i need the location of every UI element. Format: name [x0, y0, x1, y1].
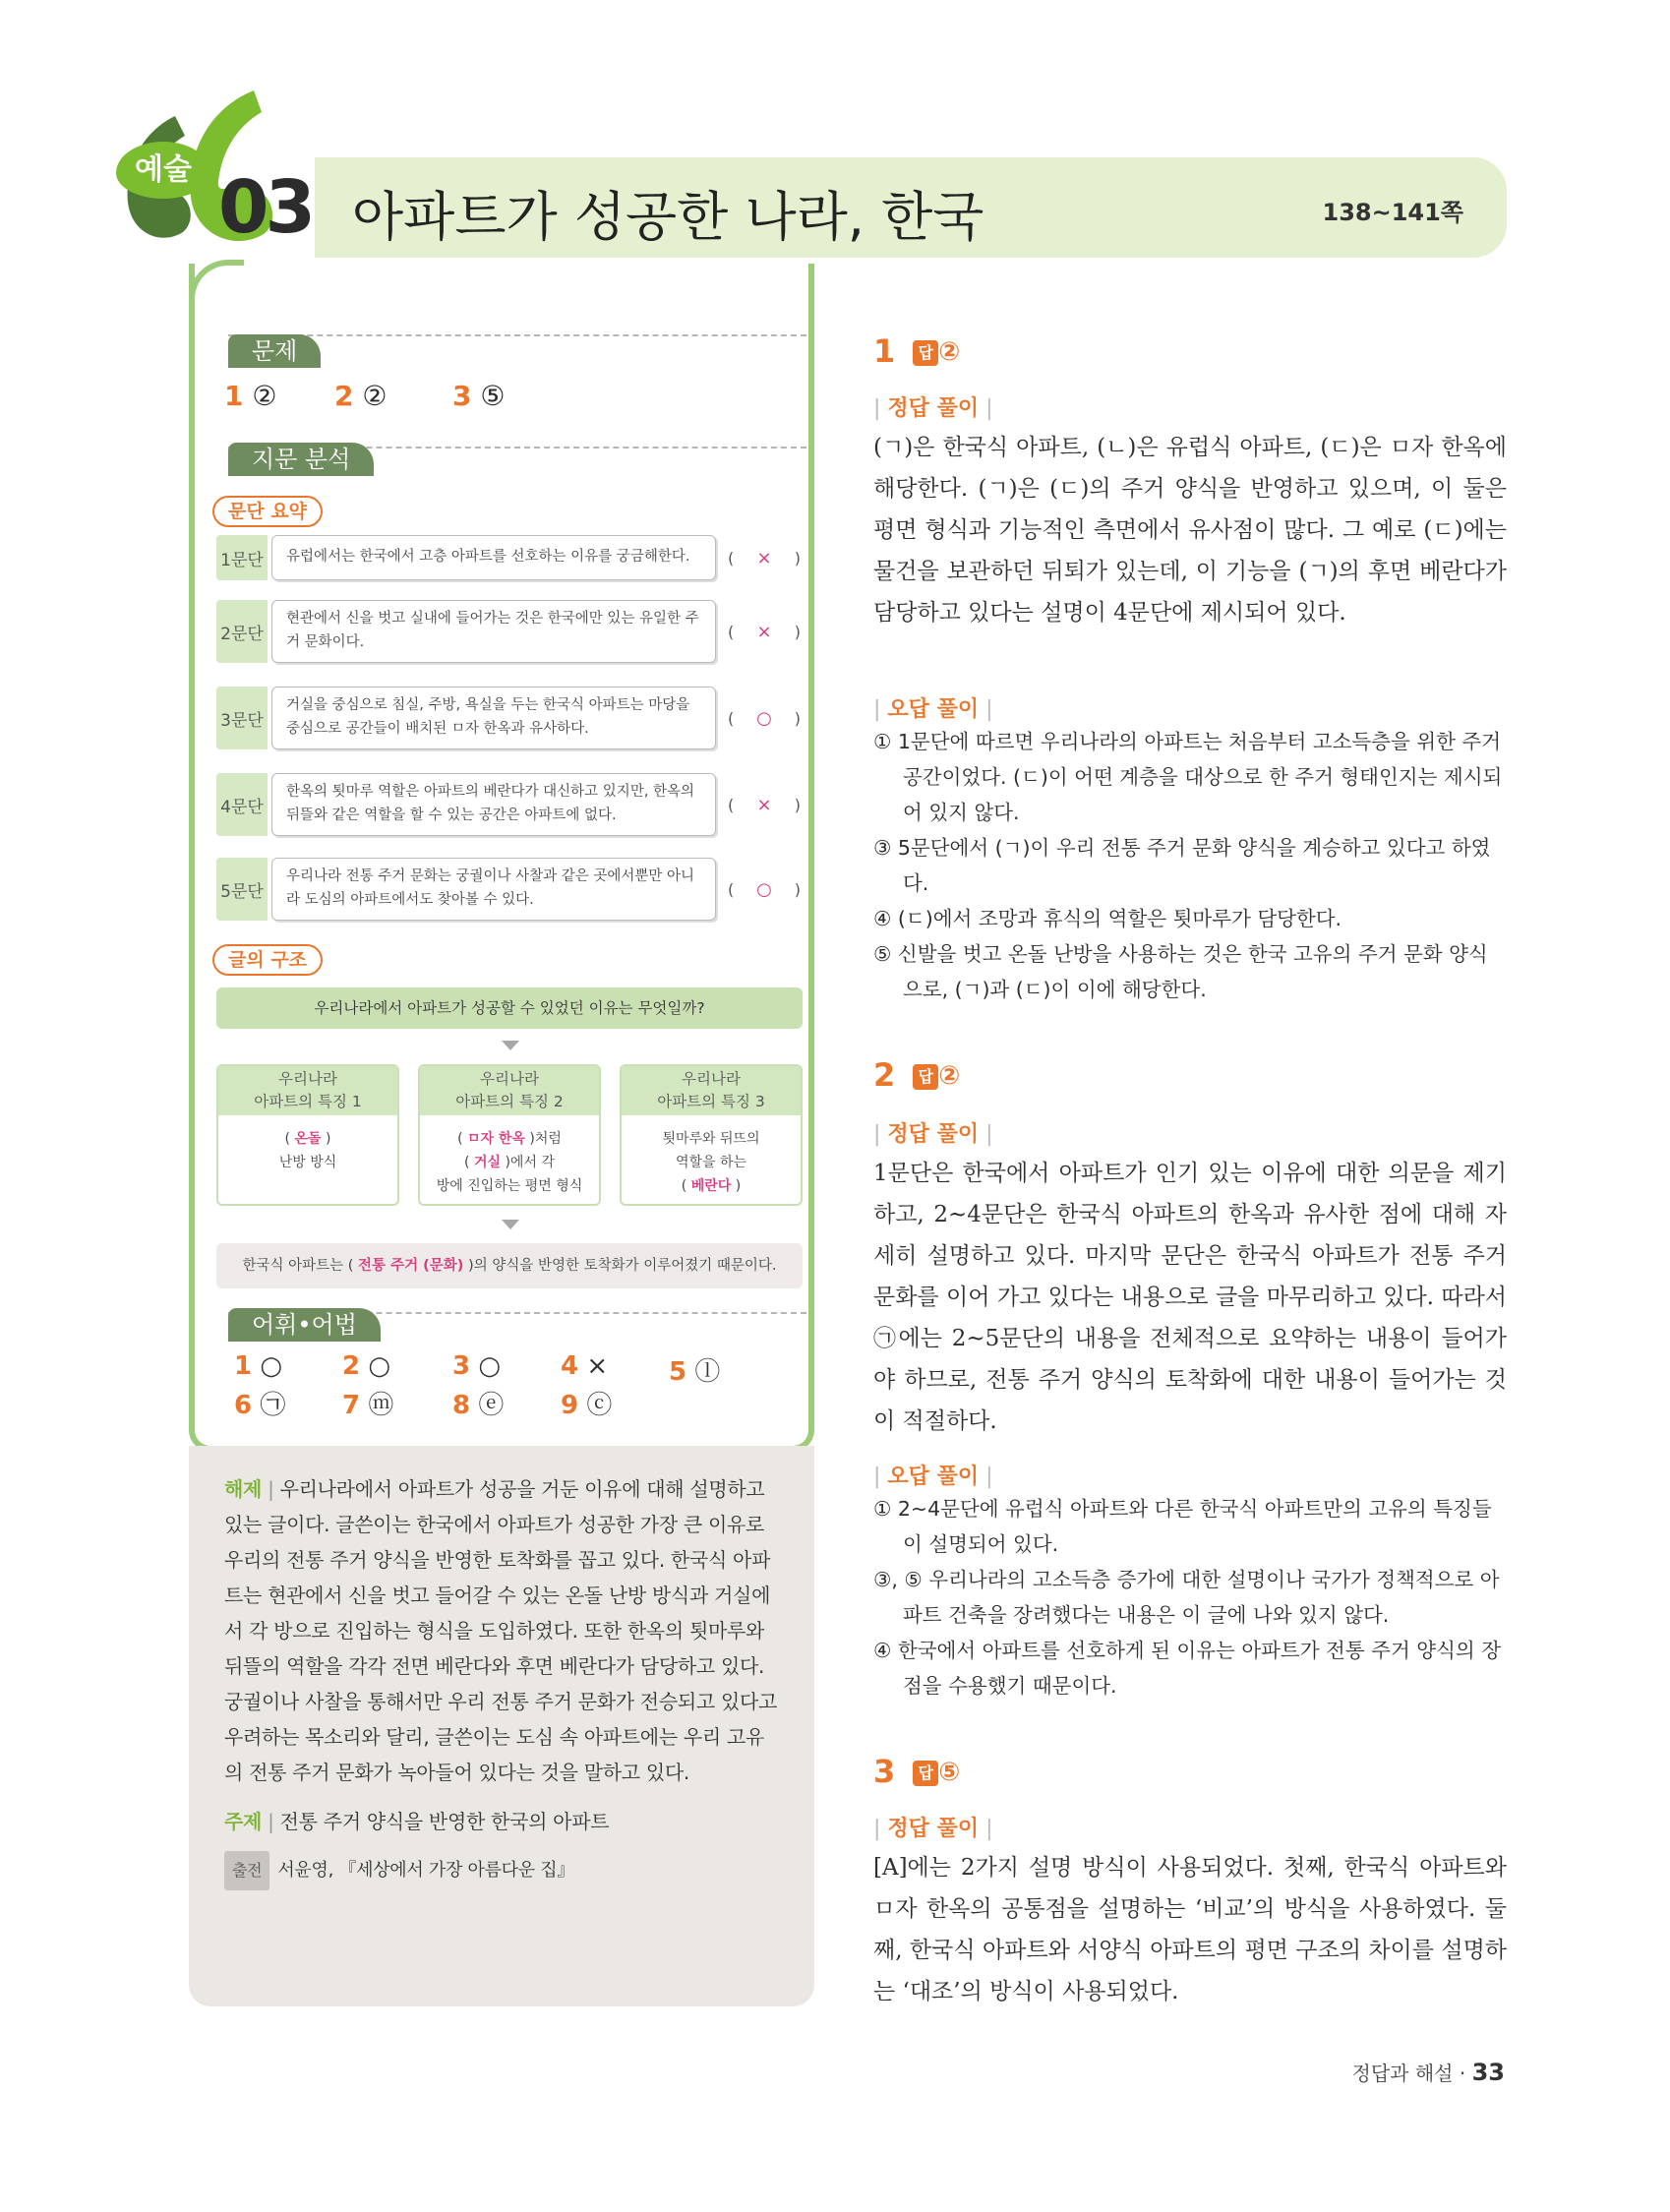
feature-card: 우리나라 아파트의 특징 2 ( ㅁ자 한옥 )처럼 ( 거실 )에서 각 방에 진입하는 평면 형식 — [418, 1064, 601, 1206]
summary-row-label: 5문단 — [216, 858, 268, 921]
summary-row — [216, 600, 803, 663]
summary-row-label: 2문단 — [216, 600, 268, 663]
subject-badge: 예술 — [116, 142, 210, 199]
answer-item: 3 ⑤ — [452, 380, 506, 412]
vocab-answers: 1 ○ 2 ○ 3 ○ 4 × 5 ⓛ 6 ㉠ 7 ⓜ 8 ⓔ 9 ⓒ — [234, 1351, 721, 1420]
question-1-header: 1 답 ② — [873, 332, 961, 370]
analysis-tab: 지문 분석 — [228, 443, 374, 476]
question-3-header: 3 답 ⑤ — [873, 1753, 961, 1790]
feature-card: 우리나라 아파트의 특징 1 ( 온돌 ) 난방 방식 — [216, 1064, 399, 1206]
page-title: 아파트가 성공한 나라, 한국 — [352, 186, 984, 248]
summary-row-text: 우리나라 전통 주거 문화는 궁궐이나 사찰과 같은 곳에서뿐만 아니라 도심의 아파트에서도 찾아볼 수 있다. — [271, 858, 716, 921]
list-item: ⑤ 신발을 벗고 온돌 난방을 사용하는 것은 한국 고유의 주거 문화 양식으로, (ㄱ)과 (ㄷ)이 이에 해당한다. — [873, 942, 1488, 1001]
commentary-text: 해제 | 우리나라에서 아파트가 성공을 거둔 이유에 대해 설명하고 있는 글이다. 글쓴이는 한국에서 아파트가 성공한 가장 큰 이유로 우리의 전통 주거 양식을 반영한 토착화를 꼽고 있다. 한국식 아파트는 현관에서 신을 벗고 들어갈 수 있는 온돌 난방 방식과 거실에서 각 방으로 진입하는 형식을 도입하였다. 또한 한옥의 툇마루와 뒤뜰의 역할을 각각 전면 베란다와 후면 베란다가 담당하고 있다. 궁궐이나 사찰을 통해서만 우리 전통 주거 문화가 전승되고 있다고 우려하는 목소리와 달리, 글쓴이는 도심 속 아파트에는 우리 고유의 전통 주거 문화가 녹아들어 있다는 것을 말하고 있다. — [224, 1477, 777, 1784]
list-item: ① 2~4문단에 유럽식 아파트와 다른 한국식 아파트만의 고유의 특징들이 설명되어 있다. — [873, 1497, 1492, 1556]
summary-row-text: 한옥의 툇마루 역할은 아파트의 베란다가 대신하고 있지만, 한옥의 뒤뜰와 같은 역할을 할 수 있는 공간은 아파트에 없다. — [271, 773, 716, 836]
answer-item: 1 ② — [224, 380, 277, 412]
list-item: ③, ⑤ 우리나라의 고소득층 증가에 대한 설명이나 국가가 정책적으로 아파트 건축을 장려했다는 내용은 이 글에 나와 있지 않다. — [873, 1568, 1500, 1627]
summary-row — [216, 773, 803, 836]
ox-mark: ( ○ ) — [728, 878, 801, 900]
summary-row-text: 현관에서 신을 벗고 실내에 들어가는 것은 한국에만 있는 유일한 주거 문화이다. — [271, 600, 716, 663]
wrong-label: | 오답 풀이 | — [873, 697, 993, 722]
answer-item: 2 ② — [334, 380, 388, 412]
correct-label: | 정답 풀이 | — [873, 1122, 993, 1147]
ox-mark: ( × ) — [728, 621, 801, 642]
divider — [228, 334, 806, 336]
summary-label: 문단 요약 — [212, 496, 323, 527]
question-2-header: 2 답 ② — [873, 1056, 961, 1094]
summary-row — [216, 535, 803, 580]
wrong-label: | 오답 풀이 | — [873, 1465, 993, 1489]
list-item: ④ (ㄷ)에서 조망과 휴식의 역할은 툇마루가 담당한다. — [873, 907, 1342, 930]
theme-text: 주제 | 전통 주거 양식을 반영한 한국의 아파트 — [224, 1810, 610, 1833]
list-item: ④ 한국에서 아파트를 선호하게 된 이유는 아파트가 전통 주거 양식의 장점을 수용했기 때문이다. — [873, 1639, 1502, 1698]
question-2-explanation: 1문단은 한국에서 아파트가 인기 있는 이유에 대한 의문을 제기하고, 2~4문단은 한국식 아파트의 한옥과 유사한 점에 대해 자세히 설명하고 있다. 마지막 문단은 한국식 아파트가 전통 주거 문화를 이어 가고 있다는 내용으로 글을 마무리하고 있다. 따라서 ㉠에는 2~5문단의 내용을 전체적으로 요약하는 내용이 들어가야 하므로, 전통 주거 양식의 토착화에 대한 내용이 들어가는 것이 적절하다. — [873, 1161, 1507, 1434]
feature-card: 우리나라 아파트의 특징 3 툇마루와 뒤뜨의 역할을 하는 ( 베란다 ) — [620, 1064, 803, 1206]
structure-question: 우리나라에서 아파트가 성공할 수 있었던 이유는 무엇일까? — [216, 987, 803, 1029]
summary-row — [216, 687, 803, 749]
question-3-explanation: [A]에는 2가지 설명 방식이 사용되었다. 첫째, 한국식 아파트와 ㅁ자 한옥의 공통점을 설명하는 ‘비교’의 방식을 사용하였다. 둘째, 한국식 아파트와 서양식 아파트의 평면 구조의 차이를 설명하는 ‘대조’의 방식이 사용되었다. — [873, 1855, 1507, 2004]
summary-row-label: 4문단 — [216, 773, 268, 836]
ox-mark: ( × ) — [728, 794, 801, 815]
summary-row-text: 유럽에서는 한국에서 고층 아파트를 선호하는 이유를 궁금해한다. — [271, 535, 716, 580]
correct-label: | 정답 풀이 | — [873, 396, 993, 421]
summary-row-label: 3문단 — [216, 687, 268, 749]
commentary-box — [189, 1446, 814, 2006]
page-footer: 정답과 해설 · 33 — [1351, 2059, 1505, 2086]
structure-label: 글의 구조 — [212, 944, 323, 976]
list-item: ③ 5문단에서 (ㄱ)이 우리 전통 주거 문화 양식을 계승하고 있다고 하였다. — [873, 836, 1491, 895]
question-1-explanation: (ㄱ)은 한국식 아파트, (ㄴ)은 유럽식 아파트, (ㄷ)은 ㅁ자 한옥에 해당한다. (ㄱ)은 (ㄷ)의 주거 양식을 반영하고 있으며, 이 둘은 평면 형식과 기능적인 측면에서 유사점이 많다. 그 예로 (ㄷ)에는 물건을 보관하던 뒤퇴가 있는데, 이 기능을 (ㄱ)의 후면 베란다가 담당하고 있다는 설명이 4문단에 제시되어 있다. — [873, 435, 1507, 626]
problem-tab: 문제 — [228, 334, 321, 368]
arrow-down-icon — [502, 1220, 519, 1229]
source-text: 출전 서윤영, 『세상에서 가장 아름다운 집』 — [224, 1851, 779, 1890]
question-2-wrong-list — [873, 1491, 1507, 1704]
summary-row-label: 1문단 — [216, 535, 268, 580]
unit-number: 03 — [218, 165, 312, 250]
arrow-down-icon — [502, 1041, 519, 1050]
vocab-tab: 어휘•어법 — [228, 1308, 381, 1342]
page-range: 138~141쪽 — [1322, 199, 1463, 226]
summary-row — [216, 858, 803, 921]
correct-label: | 정답 풀이 | — [873, 1817, 993, 1841]
question-1-wrong-list — [873, 724, 1507, 1007]
summary-row-text: 거실을 중심으로 침실, 주방, 욕실을 두는 한국식 아파트는 마당을 중심으로 공간들이 배치된 ㅁ자 한옥과 유사하다. — [271, 687, 716, 749]
problem-answers — [224, 380, 716, 419]
structure-conclusion: 한국식 아파트는 ( 전통 주거 (문화) )의 양식을 반영한 토착화가 이루어졌기 때문이다. — [216, 1243, 803, 1288]
ox-mark: ( ○ ) — [728, 707, 801, 729]
ox-mark: ( × ) — [728, 547, 801, 568]
list-item: ① 1문단에 따르면 우리나라의 아파트는 처음부터 고소득층을 위한 주거 공간이었다. (ㄷ)이 어떤 계층을 대상으로 한 주거 형태인지는 제시되어 있지 않다. — [873, 730, 1503, 824]
